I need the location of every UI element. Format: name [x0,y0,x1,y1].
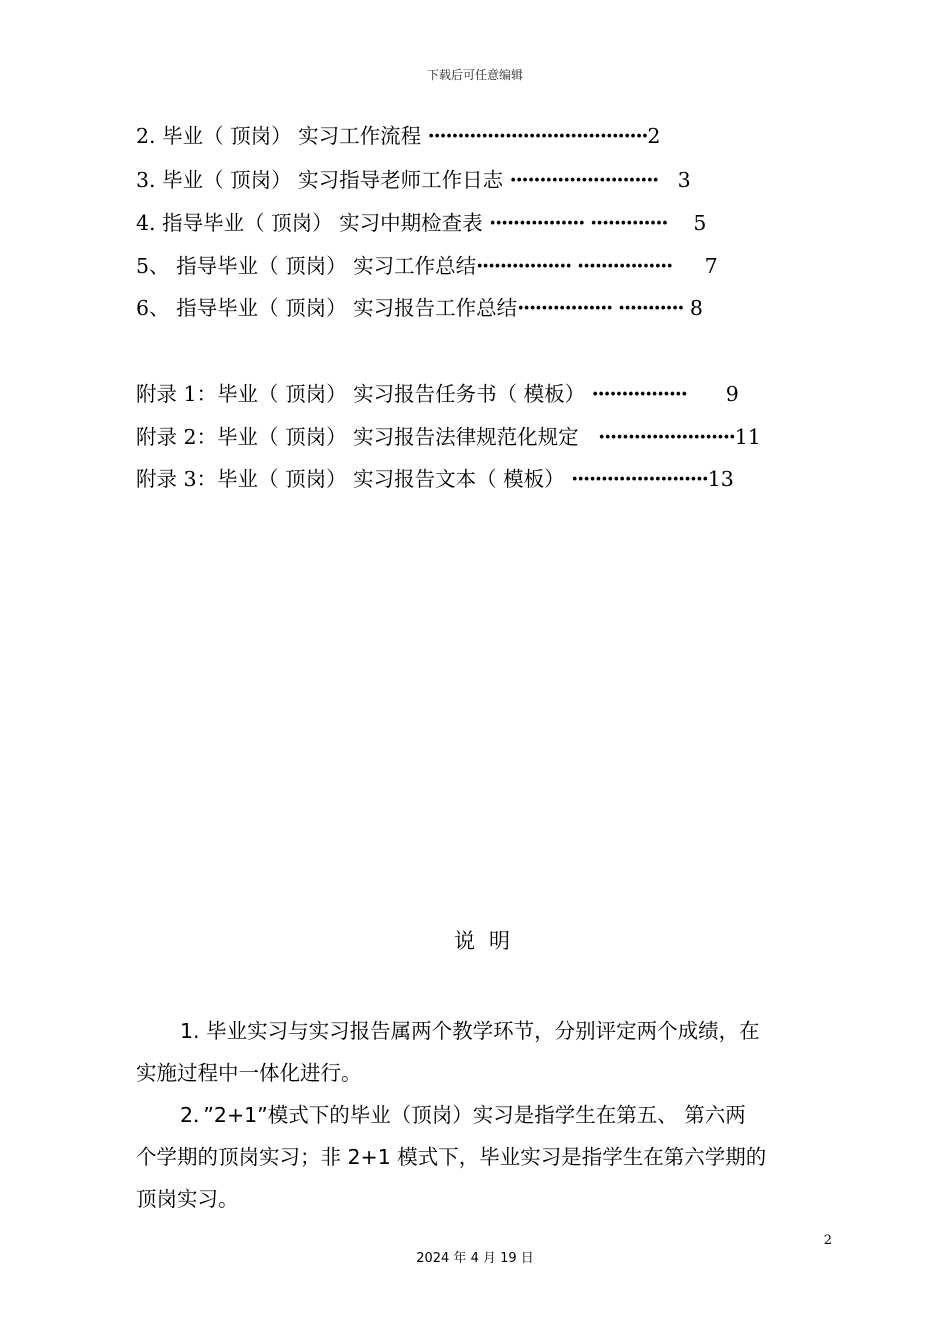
paragraph-line: 实施过程中一体化进行。 [136,1061,362,1085]
paragraph-line: 个学期的顶岗实习；非 2+1 模式下，毕业实习是指学生在第六学期的 [136,1145,767,1169]
toc-item-label: 毕业（ 顶岗） 实习指导老师工作日志 [155,168,504,192]
page-number: 2 [823,1233,832,1248]
footer-date: 2024 年 4 月 19 日 [416,1251,534,1266]
toc-item-2[interactable] [136,123,660,149]
paragraph-2 [136,1094,836,1220]
toc-item-3[interactable] [136,167,691,193]
paragraph-line: 2．”2+1”模式下的毕业（顶岗）实习是指学生在第五、 第六两 [180,1103,746,1127]
appendix-item-number: 附录 1： [136,382,218,406]
toc-leader-dots: ······················· [571,467,708,491]
header-note: 下载后可任意编辑 [426,68,523,82]
toc-item-label: 指导毕业（ 顶岗） 实习中期检查表 [155,211,483,235]
appendix-item-label: 毕业（ 顶岗） 实习报告法律规范化规定 [217,425,579,449]
toc-item-page: 5 [693,211,707,235]
toc-item-page: 3 [677,168,691,192]
paragraph-line: 1. 毕业实习与实习报告属两个教学环节，分别评定两个成绩，在 [180,1019,760,1043]
toc-leader-dots: ····································· [427,124,648,148]
toc-item-page: 7 [704,254,718,278]
appendix-item-page: 9 [725,382,739,406]
toc-item-number: 5、 [136,254,170,278]
toc-leader-dots: ················ ················ [476,254,673,278]
toc-item-4[interactable] [136,210,706,236]
appendix-item-page: 13 [707,467,734,491]
toc-leader-dots: ················ ············· [489,211,668,235]
toc-leader-dots: ················ [591,382,687,406]
appendix-item-label: 毕业（ 顶岗） 实习报告任务书（ 模板） [217,382,586,406]
toc-leader-dots: ························· [509,168,659,192]
toc-item-5[interactable] [136,253,718,279]
appendix-item-number: 附录 2： [136,425,218,449]
appendix-item-label: 毕业（ 顶岗） 实习报告文本（ 模板） [217,467,565,491]
toc-item-6[interactable] [136,295,703,321]
toc-item-page: 8 [689,296,703,320]
toc-item-label: 指导毕业（ 顶岗） 实习工作总结 [169,254,477,278]
toc-item-number: 6、 [136,296,170,320]
appendix-item-number: 附录 3： [136,467,218,491]
appendix-item-2[interactable] [136,424,761,450]
toc-item-number: 4. [136,211,156,235]
toc-item-number: 2. [136,124,156,148]
toc-leader-dots: ······················· [598,425,735,449]
appendix-item-3[interactable] [136,466,734,492]
appendix-item-1[interactable] [136,381,739,407]
toc-item-label: 毕业（ 顶岗） 实习工作流程 [155,124,422,148]
section-title: 说明 [454,929,524,953]
toc-leader-dots: ················ ··········· [517,296,684,320]
toc-item-label: 指导毕业（ 顶岗） 实习报告工作总结 [169,296,518,320]
paragraph-1 [136,1010,836,1094]
paragraph-line: 顶岗实习。 [136,1187,239,1211]
toc-item-number: 3. [136,168,156,192]
toc-item-page: 2 [647,124,661,148]
appendix-item-page: 11 [734,425,761,449]
